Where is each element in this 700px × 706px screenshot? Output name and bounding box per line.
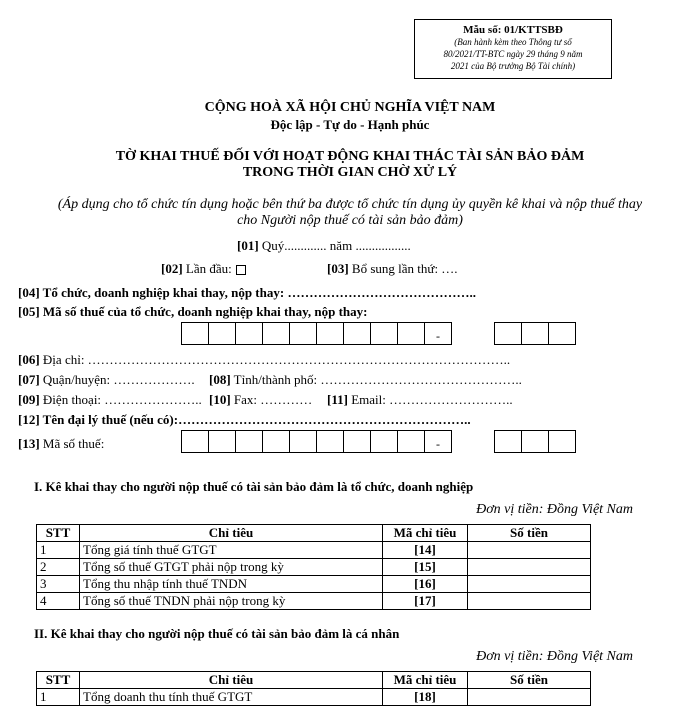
field-11-email[interactable]: [11] Email: ……………………….. (327, 392, 513, 407)
form-issuance-note-3: 2021 của Bộ trưởng Bộ Tài chính) (450, 61, 576, 71)
tax-code-digit[interactable] (316, 430, 344, 453)
tax-code-digit[interactable] (397, 430, 425, 453)
field-07-district[interactable]: [07] Quận/huyện: ………………. (18, 372, 195, 387)
country-name: CỘNG HOÀ XÃ HỘI CHỦ NGHĨA VIỆT NAM (204, 100, 496, 115)
field-01-period[interactable]: [01] Quý............. năm ................. (237, 238, 411, 253)
col-header-indicator: Chỉ tiêu (80, 672, 383, 689)
field-08-province[interactable]: [08] Tỉnh/thành phố: ……………………………………….. (209, 372, 522, 387)
agent-tax-code-13-branch-boxes[interactable] (494, 430, 576, 453)
amount-cell[interactable] (468, 576, 591, 593)
tax-code-digit[interactable] (235, 430, 263, 453)
tax-code-separator: - (436, 437, 440, 451)
section-1-table (36, 524, 591, 610)
tax-code-separator: - (436, 329, 440, 343)
field-06-address[interactable]: [06] Địa chỉ: …………………………………………………………………………………….. (18, 352, 511, 367)
branch-code-digit[interactable] (494, 322, 522, 345)
col-header-stt: STT (37, 672, 80, 689)
branch-code-digit[interactable] (548, 430, 576, 453)
table-header-row (37, 672, 591, 689)
tax-code-digit[interactable] (208, 430, 236, 453)
tax-code-digit[interactable] (289, 322, 317, 345)
field-13-tax-code-label: [13] Mã số thuế: (18, 436, 105, 451)
tax-code-digit[interactable] (181, 430, 209, 453)
form-number: Mẫu số: 01/KTTSBĐ (463, 24, 563, 36)
col-header-code: Mã chỉ tiêu (383, 525, 468, 542)
tax-code-digit[interactable] (397, 322, 425, 345)
amount-cell[interactable] (468, 689, 591, 706)
col-header-amount: Số tiền (468, 672, 591, 689)
amount-cell[interactable] (468, 542, 591, 559)
field-05-agent-tax-code-label: [05] Mã số thuế của tổ chức, doanh nghiệp khai thay, nộp thay: (18, 304, 368, 319)
branch-code-digit[interactable] (494, 430, 522, 453)
section-1-currency-unit: Đơn vị tiền: Đồng Việt Nam (476, 502, 633, 517)
table-row: 1 Tổng doanh thu tính thuế GTGT [18] (37, 689, 591, 706)
form-issuance-note-2: 80/2021/TT-BTC ngày 29 tháng 9 năm (443, 49, 583, 59)
form-issuance-note-1: (Ban hành kèm theo Thông tư số (454, 37, 572, 47)
table-row: 4 Tổng số thuế TNDN phải nộp trong kỳ [17] (37, 593, 591, 610)
tax-code-digit[interactable] (316, 322, 344, 345)
tax-code-digit[interactable] (235, 322, 263, 345)
field-09-phone[interactable]: [09] Điện thoại: ………………….. (18, 392, 202, 407)
tax-code-digit[interactable] (370, 322, 398, 345)
first-time-checkbox[interactable] (236, 265, 246, 275)
branch-code-digit[interactable] (521, 322, 549, 345)
amount-cell[interactable] (468, 593, 591, 610)
tax-code-digit[interactable] (262, 322, 290, 345)
col-header-amount: Số tiền (468, 525, 591, 542)
field-12-tax-agent[interactable]: [12] Tên đại lý thuế (nếu có):………………………………………………………….. (18, 412, 471, 427)
section-1-title: I. Kê khai thay cho người nộp thuế có tài sản bảo đảm là tổ chức, doanh nghiệp (34, 479, 474, 494)
form-number-box (414, 19, 612, 79)
section-2-currency-unit: Đơn vị tiền: Đồng Việt Nam (476, 649, 633, 664)
applicability-note-1: (Áp dụng cho tổ chức tín dụng hoặc bên thứ ba được tổ chức tín dụng ủy quyền kê khai và nộp thuế thay (57, 197, 643, 212)
field-02-first-time[interactable]: [02] Lần đầu: (161, 261, 246, 277)
motto: Độc lập - Tự do - Hạnh phúc (270, 117, 430, 132)
branch-code-digit[interactable] (548, 322, 576, 345)
section-2-table (36, 671, 591, 706)
col-header-stt: STT (37, 525, 80, 542)
tax-code-digit-last[interactable] (424, 322, 452, 345)
tax-code-digit[interactable] (262, 430, 290, 453)
tax-code-digit[interactable] (181, 322, 209, 345)
field-04-agent-org[interactable]: [04] Tổ chức, doanh nghiệp khai thay, nộp thay: …………………………………….. (18, 285, 476, 300)
field-10-fax[interactable]: [10] Fax: ………… (209, 392, 313, 407)
tax-code-digit[interactable] (289, 430, 317, 453)
applicability-note-2: cho Người nộp thuế có tài sản bảo đảm) (237, 213, 463, 228)
form-title-line-1: TỜ KHAI THUẾ ĐỐI VỚI HOẠT ĐỘNG KHAI THÁC TÀI SẢN BẢO ĐẢM (115, 149, 585, 164)
tax-code-digit[interactable] (370, 430, 398, 453)
amount-cell[interactable] (468, 559, 591, 576)
agent-tax-code-branch-boxes[interactable] (494, 322, 576, 345)
col-header-code: Mã chỉ tiêu (383, 672, 468, 689)
table-row: 3 Tổng thu nhập tính thuế TNDN [16] (37, 576, 591, 593)
tax-code-digit[interactable] (208, 322, 236, 345)
col-header-indicator: Chỉ tiêu (80, 525, 383, 542)
tax-code-digit[interactable] (343, 430, 371, 453)
branch-code-digit[interactable] (521, 430, 549, 453)
agent-tax-code-boxes[interactable] (181, 322, 452, 345)
table-header-row (37, 525, 591, 542)
tax-code-digit-last[interactable] (424, 430, 452, 453)
agent-tax-code-13-boxes[interactable] (181, 430, 452, 453)
table-row: 1 Tổng giá tính thuế GTGT [14] (37, 542, 591, 559)
table-row: 2 Tổng số thuế GTGT phải nộp trong kỳ [15] (37, 559, 591, 576)
section-2-title: II. Kê khai thay cho người nộp thuế có tài sản bảo đảm là cá nhân (34, 626, 400, 641)
form-title-line-2: TRONG THỜI GIAN CHỜ XỬ LÝ (242, 165, 458, 180)
tax-code-digit[interactable] (343, 322, 371, 345)
field-03-supplement[interactable]: [03] Bổ sung lần thứ: …. (327, 261, 458, 276)
